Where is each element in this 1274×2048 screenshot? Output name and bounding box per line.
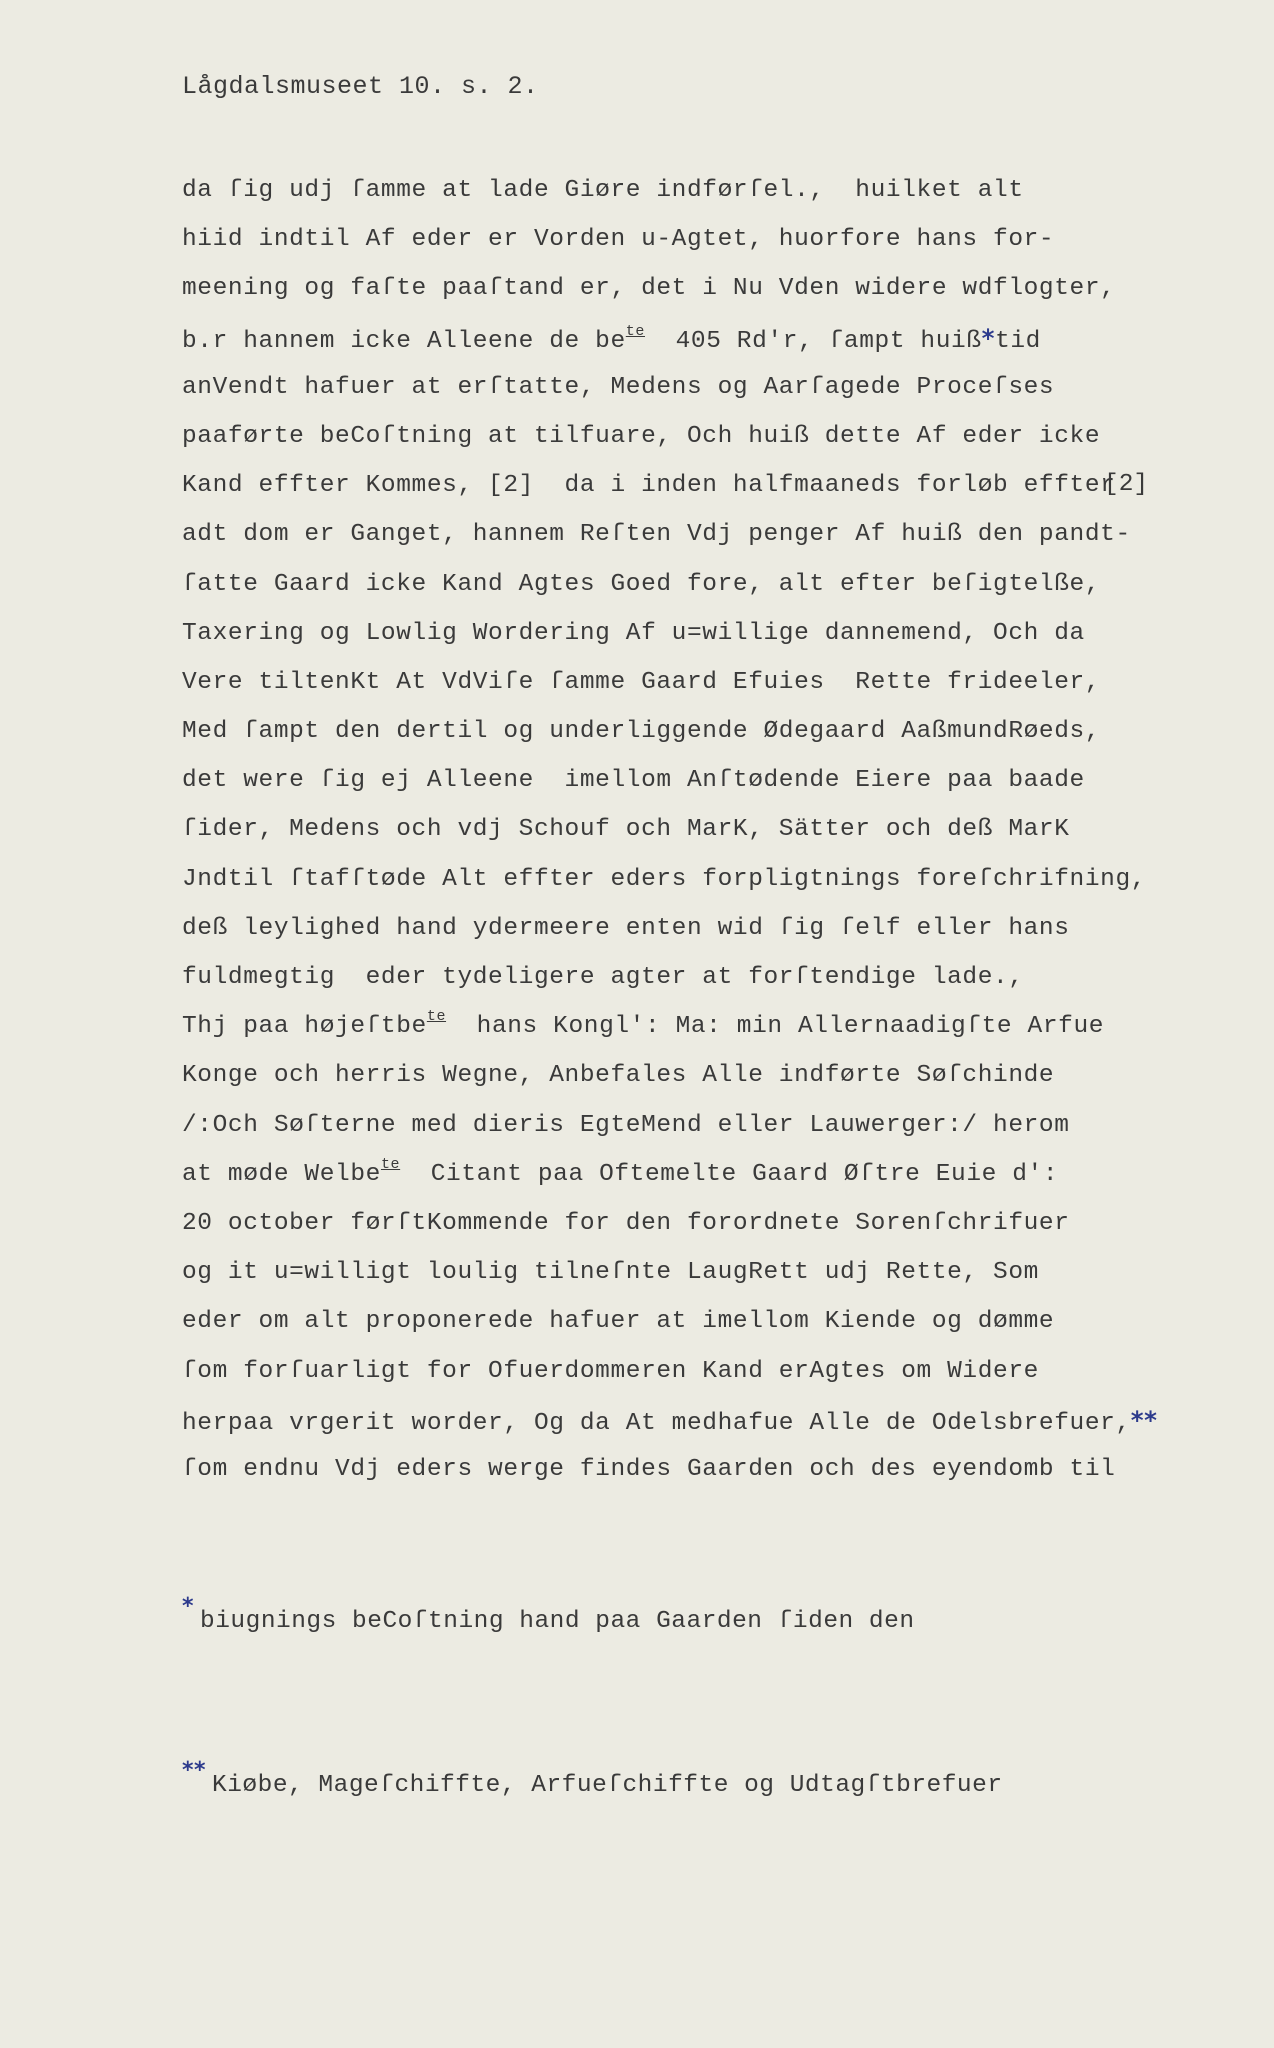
text-line-7: Kand effter Kommes, [2] da i inden halfmaaneds forløb effter xyxy=(182,472,1116,500)
text-line-19: Konge och herris Wegne, Anbefales Alle indførte Søſchinde xyxy=(182,1062,1055,1090)
text-line-16: deß leylighed hand ydermeere enten wid ſig ſelf eller hans xyxy=(182,914,1070,942)
text-line-25: ſom forſuarligt for Ofuerdommeren Kand erAgtes om Widere xyxy=(182,1357,1039,1385)
text-line-9: ſatte Gaard icke Kand Agtes Goed fore, alt efter beſigtelße, xyxy=(182,570,1101,598)
text-line-6: paaførte beCoſtning at tilfuare, Och huiß dette Af eder icke xyxy=(182,422,1101,450)
text-line-4-end: tid xyxy=(995,327,1041,355)
text-line-5: anVendt hafuer at erſtatte, Medens og Aarſagede Proceſses xyxy=(182,373,1055,401)
text-line-18 xyxy=(182,1002,1182,1051)
ink-double-star-mark: ** xyxy=(1130,1405,1158,1435)
text-line-2: hiid indtil Af eder er Vorden u-Agtet, huorfore hans for- xyxy=(182,226,1055,254)
text-line-18-start: Thj paa højeſtbe xyxy=(182,1013,427,1041)
text-line-4 xyxy=(182,314,1182,363)
text-line-13: det were ſig ej Alleene imellom Anſtødende Eiere paa baade xyxy=(182,767,1085,795)
text-line-15: Jndtil ſtafſtøde Alt effter eders forpligtnings foreſchrifning, xyxy=(182,865,1147,893)
footnote-2 xyxy=(182,1758,1003,1799)
superscript-te-2: te xyxy=(426,1008,447,1026)
text-line-4-rest: 405 Rd'r, ſampt huiß xyxy=(644,327,982,355)
text-line-20: /:Och Søſterne med dieris EgteMend eller Lauwerger:/ herom xyxy=(182,1111,1070,1139)
text-line-26-text: herpaa vrgerit worder, Og da At medhafue Alle de Odelsbrefuer, xyxy=(182,1409,1131,1437)
text-line-18-rest: hans Kongl': Ma: min Allernaadigſte Arfue xyxy=(446,1013,1105,1041)
footnote-1-star-mark: * xyxy=(182,1594,195,1619)
text-line-22: 20 october førſtKommende for den forordnete Sorenſchrifuer xyxy=(182,1209,1070,1237)
footnote-2-star-mark: ** xyxy=(182,1758,207,1783)
text-line-23: og it u=willigt loulig tilneſnte LaugRett udj Rette, Som xyxy=(182,1259,1039,1287)
text-line-1: da ſig udj ſamme at lade Giøre indførſel., huilket alt xyxy=(182,177,1024,204)
text-line-17: fuldmegtig eder tydeligere agter at forſtendige lade., xyxy=(182,964,1024,991)
text-line-8: adt dom er Ganget, hannem Reſten Vdj penger Af huiß den pandt- xyxy=(182,521,1131,549)
text-line-24: eder om alt proponerede hafuer at imellom Kiende og dømme xyxy=(182,1308,1055,1336)
transcription-body xyxy=(182,166,1182,1494)
text-line-4-start: b.r hannem icke Alleene de be xyxy=(182,327,626,355)
text-line-27: ſom endnu Vdj eders werge findes Gaarden och des eyendomb til xyxy=(182,1455,1116,1483)
text-line-21 xyxy=(182,1150,1182,1199)
footnote-2-text: Kiøbe, Mageſchiffte, Arfueſchiffte og Udtagſtbrefuer xyxy=(212,1772,1003,1799)
text-line-12: Med ſampt den dertil og underliggende Ødegaard AaßmundRøeds, xyxy=(182,718,1101,746)
ink-star-mark: * xyxy=(981,323,996,353)
margin-note: [2] xyxy=(1104,471,1149,498)
text-line-10: Taxering og Lowlig Wordering Af u=willige dannemend, Och da xyxy=(182,619,1085,647)
text-line-3: meening og faſte paaſtand er, det i Nu Vden widere wdflogter, xyxy=(182,275,1116,303)
text-line-21-rest: Citant paa Oftemelte Gaard Øſtre Euie d': xyxy=(400,1160,1059,1188)
superscript-te-3: te xyxy=(380,1155,401,1173)
text-line-11: Vere tiltenKt At VdViſe ſamme Gaard Efuies Rette frideeler, xyxy=(182,668,1101,696)
page-header: Lågdalsmuseet 10. s. 2. xyxy=(182,72,539,101)
text-line-21-start: at møde Welbe xyxy=(182,1160,381,1188)
footnote-1-text: biugnings beCoſtning hand paa Gaarden ſiden den xyxy=(200,1608,915,1635)
footnote-1 xyxy=(182,1594,915,1635)
superscript-te: te xyxy=(625,322,645,340)
text-line-14: ſider, Medens och vdj Schouf och MarK, Sätter och deß MarK xyxy=(182,816,1070,844)
text-line-26 xyxy=(182,1396,1182,1445)
